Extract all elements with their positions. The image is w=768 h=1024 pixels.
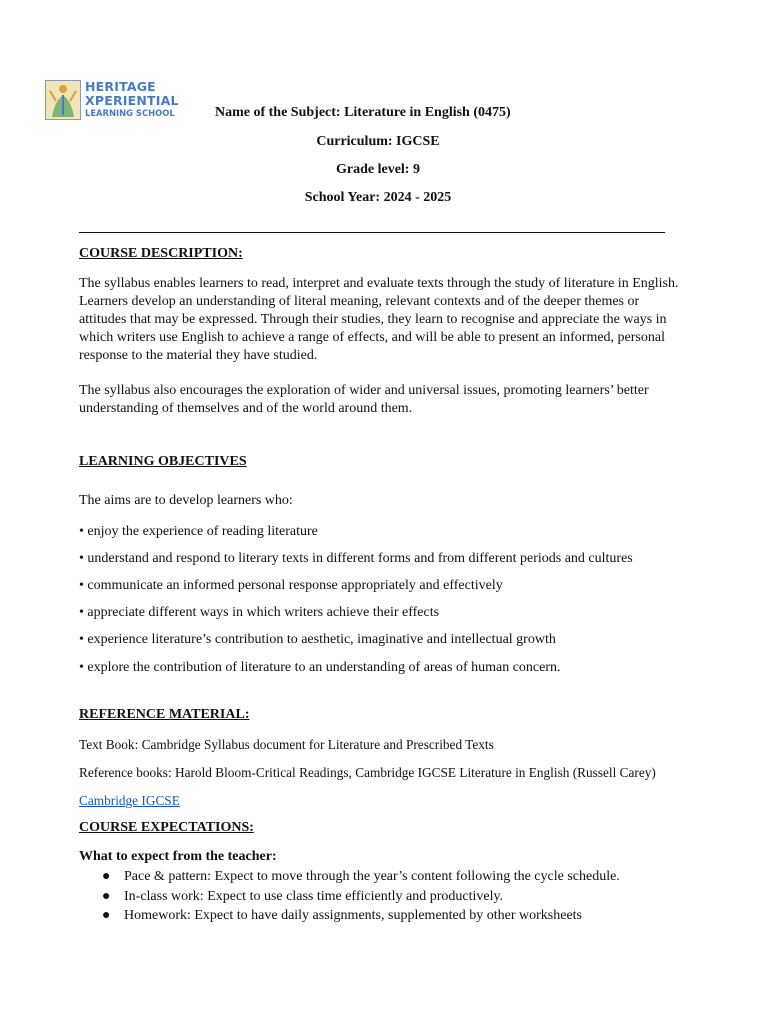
bullet-icon: ● [102,869,111,884]
list-item [100,887,620,907]
list-item-text: Pace & pattern: Expect to move through the year’s content following the cycle schedule. [124,869,620,884]
learning-objectives-intro: The aims are to develop learners who: [79,493,293,508]
course-expectations-heading: COURSE EXPECTATIONS: [79,820,254,835]
list-item-text: Homework: Expect to have daily assignments, supplemented by other worksheets [124,908,583,923]
objective-item: • experience literature’s contribution to aesthetic, imaginative and intellectual growth [79,632,556,647]
course-description-paragraph-1: The syllabus enables learners to read, interpret and evaluate texts through the study of literature in English. Learners develop an understanding of literal meaning, relevant contexts and of the deeper themes or attitudes that may be expressed. Through their studies, they learn to recognise and appreciate the ways in which writers use English to achieve a range of effects, and will be able to present an informed, personal response to the material they have studied. [79,276,679,363]
logo-line-xperiential: XPERIENTIAL [85,93,179,108]
logo-line-heritage: HERITAGE [85,79,156,94]
school-year-line: School Year: 2024 - 2025 [304,190,452,205]
objective-item: • understand and respond to literary texts in different forms and from different periods and cultures [79,551,633,566]
logo-line-learning-school: LEARNING SCHOOL [85,108,175,118]
horizontal-divider [79,232,665,233]
list-item [100,906,620,926]
reference-books-line: Reference books: Harold Bloom-Critical Readings, Cambridge IGCSE Literature in English (Russell Carey) [79,765,656,780]
course-description-paragraph-2: The syllabus also encourages the exploration of wider and universal issues, promoting learners’ better understanding of themselves and of the world around them. [79,383,649,416]
curriculum-line: Curriculum: IGCSE [316,134,440,149]
list-item-text: In-class work: Expect to use class time efficiently and productively. [124,888,504,904]
school-emblem-icon [45,80,81,120]
grade-level-line: Grade level: 9 [336,162,420,177]
objective-item: • appreciate different ways in which writers achieve their effects [79,605,440,620]
objective-item: • enjoy the experience of reading literature [79,524,318,539]
subject-title: Name of the Subject: Literature in English (0475) [215,105,511,120]
learning-objectives-heading: LEARNING OBJECTIVES [79,454,247,469]
teacher-expectations-subheading: What to expect from the teacher: [79,849,277,864]
teacher-expectations-list [100,867,620,926]
bullet-icon: ● [102,888,111,904]
logo-wordmark [85,80,179,119]
school-logo [45,80,205,124]
objective-item: • communicate an informed personal response appropriately and effectively [79,578,503,593]
cambridge-igcse-link[interactable]: Cambridge IGCSE [79,793,180,808]
list-item [100,867,620,887]
course-description-heading: COURSE DESCRIPTION: [79,246,243,261]
objective-item: • explore the contribution of literature to an understanding of areas of human concern. [79,660,561,675]
bullet-icon: ● [102,908,111,923]
textbook-line: Text Book: Cambridge Syllabus document for Literature and Prescribed Texts [79,737,494,752]
reference-material-heading: REFERENCE MATERIAL: [79,707,250,722]
